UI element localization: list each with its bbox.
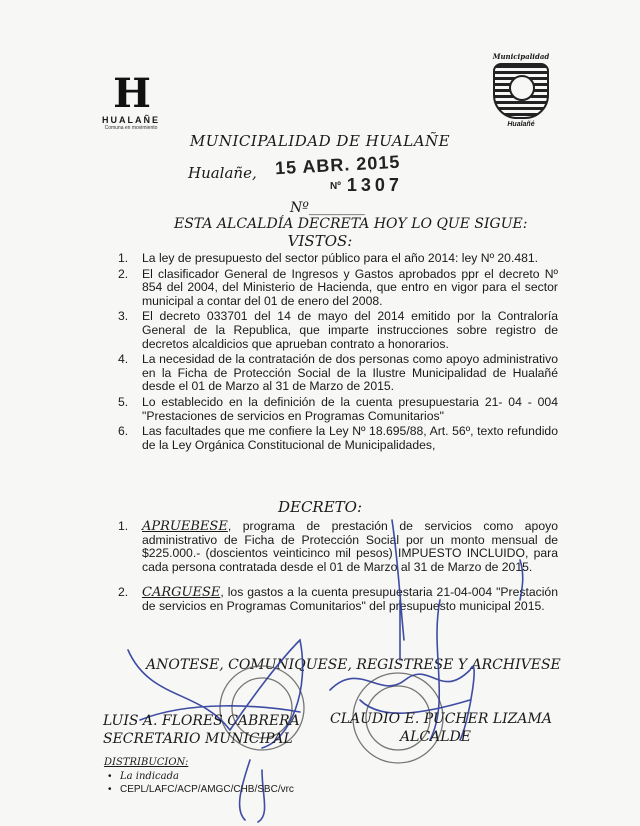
mayor-title: ALCALDE xyxy=(400,729,471,745)
closing-formula: ANOTESE, COMUNIQUESE, REGISTRESE Y ARCHIVESE xyxy=(146,657,561,673)
logo-mark: H xyxy=(113,70,149,117)
decree-keyword: CARGUESE xyxy=(142,585,221,601)
distribution-heading: DISTRIBUCION: xyxy=(104,757,189,768)
logo-name: HUALAÑE xyxy=(102,115,160,125)
number-stamp xyxy=(330,175,403,196)
distribution-list xyxy=(104,770,294,796)
municipal-seal xyxy=(482,52,560,134)
coat-of-arms-icon xyxy=(493,63,549,119)
seal-top-label: Municipalidad xyxy=(492,52,550,61)
city-label: Hualañe, xyxy=(188,164,257,182)
list-item: • CEPL/LAFC/ACP/AMGC/CHB/SBC/vrc xyxy=(104,783,294,796)
decree-keyword: APRUEBESE xyxy=(142,519,228,534)
decree-intro: ESTA ALCALDÍA DECRETA HOY LO QUE SIGUE: xyxy=(174,216,528,232)
decree-number-field: Nº________ xyxy=(290,200,365,216)
list-item: 4. La necesidad de la contratación de dos personas como apoyo administrativo en la Ficha de Protección Social de la Ilustre Municipalidad de Hualañé desde el 01 de Marzo al 31 de Marzo de 2015. xyxy=(118,352,558,394)
secretary-title: SECRETARIO MUNICIPAL xyxy=(103,731,293,747)
number-stamp-value: 1307 xyxy=(346,175,403,195)
mayor-name: CLAUDIO E. PUCHER LIZAMA xyxy=(330,711,552,727)
number-stamp-prefix: Nº xyxy=(330,180,341,192)
list-item: 1. La ley de presupuesto del sector público para el año 2014: ley Nº 20.481. xyxy=(118,251,539,265)
date-stamp: 15 ABR. 2015 xyxy=(274,151,401,179)
list-item: 1. APRUEBESE, programa de prestación de servicios como apoyo administrativo de Ficha de Protección Social por un monto mensual de $225.000.- (doscientos veinticinco mil pesos) IMPUESTO INCLUIDO, para cada persona contratada desde el 01 de Marzo al 31 de Marzo de 2015. xyxy=(118,519,558,574)
vistos-list xyxy=(118,252,558,454)
page-title: MUNICIPALIDAD DE HUALAÑE xyxy=(189,132,451,150)
list-item: 5. Lo establecido en la definición de la cuenta presupuestaria 21- 04 - 004 "Prestaciones de servicios en Programas Comunitarios" xyxy=(118,394,558,423)
list-item: • La indicada xyxy=(104,770,294,783)
secretary-signature-block xyxy=(103,712,303,748)
vistos-heading: VISTOS: xyxy=(287,232,353,250)
list-item: 2. CARGUESE, los gastos a la cuenta presupuestaria 21-04-004 "Prestación de servicios en Programas Comunitarios" del presupuesto municipal 2015. xyxy=(118,585,558,613)
secretary-name: LUIS A. FLORES CABRERA xyxy=(103,713,300,729)
list-item: 3. El decreto 033701 del 14 de mayo del 2014 emitido por la Contraloría General de la Republica, que imparte instrucciones sobre registro de decretos alcaldicios que aprueban contrato a honorarios. xyxy=(118,309,558,351)
list-item: 6. Las facultades que me confiere la Ley Nº 18.695/88, Art. 56º, texto refundido de la Ley Orgánica Constitucional de Municipalidades, xyxy=(118,424,558,452)
logo-slogan: Comuna en movimiento xyxy=(104,125,158,131)
decreto-list xyxy=(118,520,558,626)
municipal-logo xyxy=(96,70,166,131)
seal-bottom-label: Hualañé xyxy=(507,121,535,128)
mayor-signature-block xyxy=(330,710,560,746)
list-item: 2. El clasificador General de Ingresos y Gastos aprobados ppr el decreto Nº 854 del 2004, del Ministerio de Hacienda, que entro en vigor para el sector municipal a contar del 01 de enero del 2008. xyxy=(118,266,558,308)
decreto-heading: DECRETO: xyxy=(277,498,363,516)
